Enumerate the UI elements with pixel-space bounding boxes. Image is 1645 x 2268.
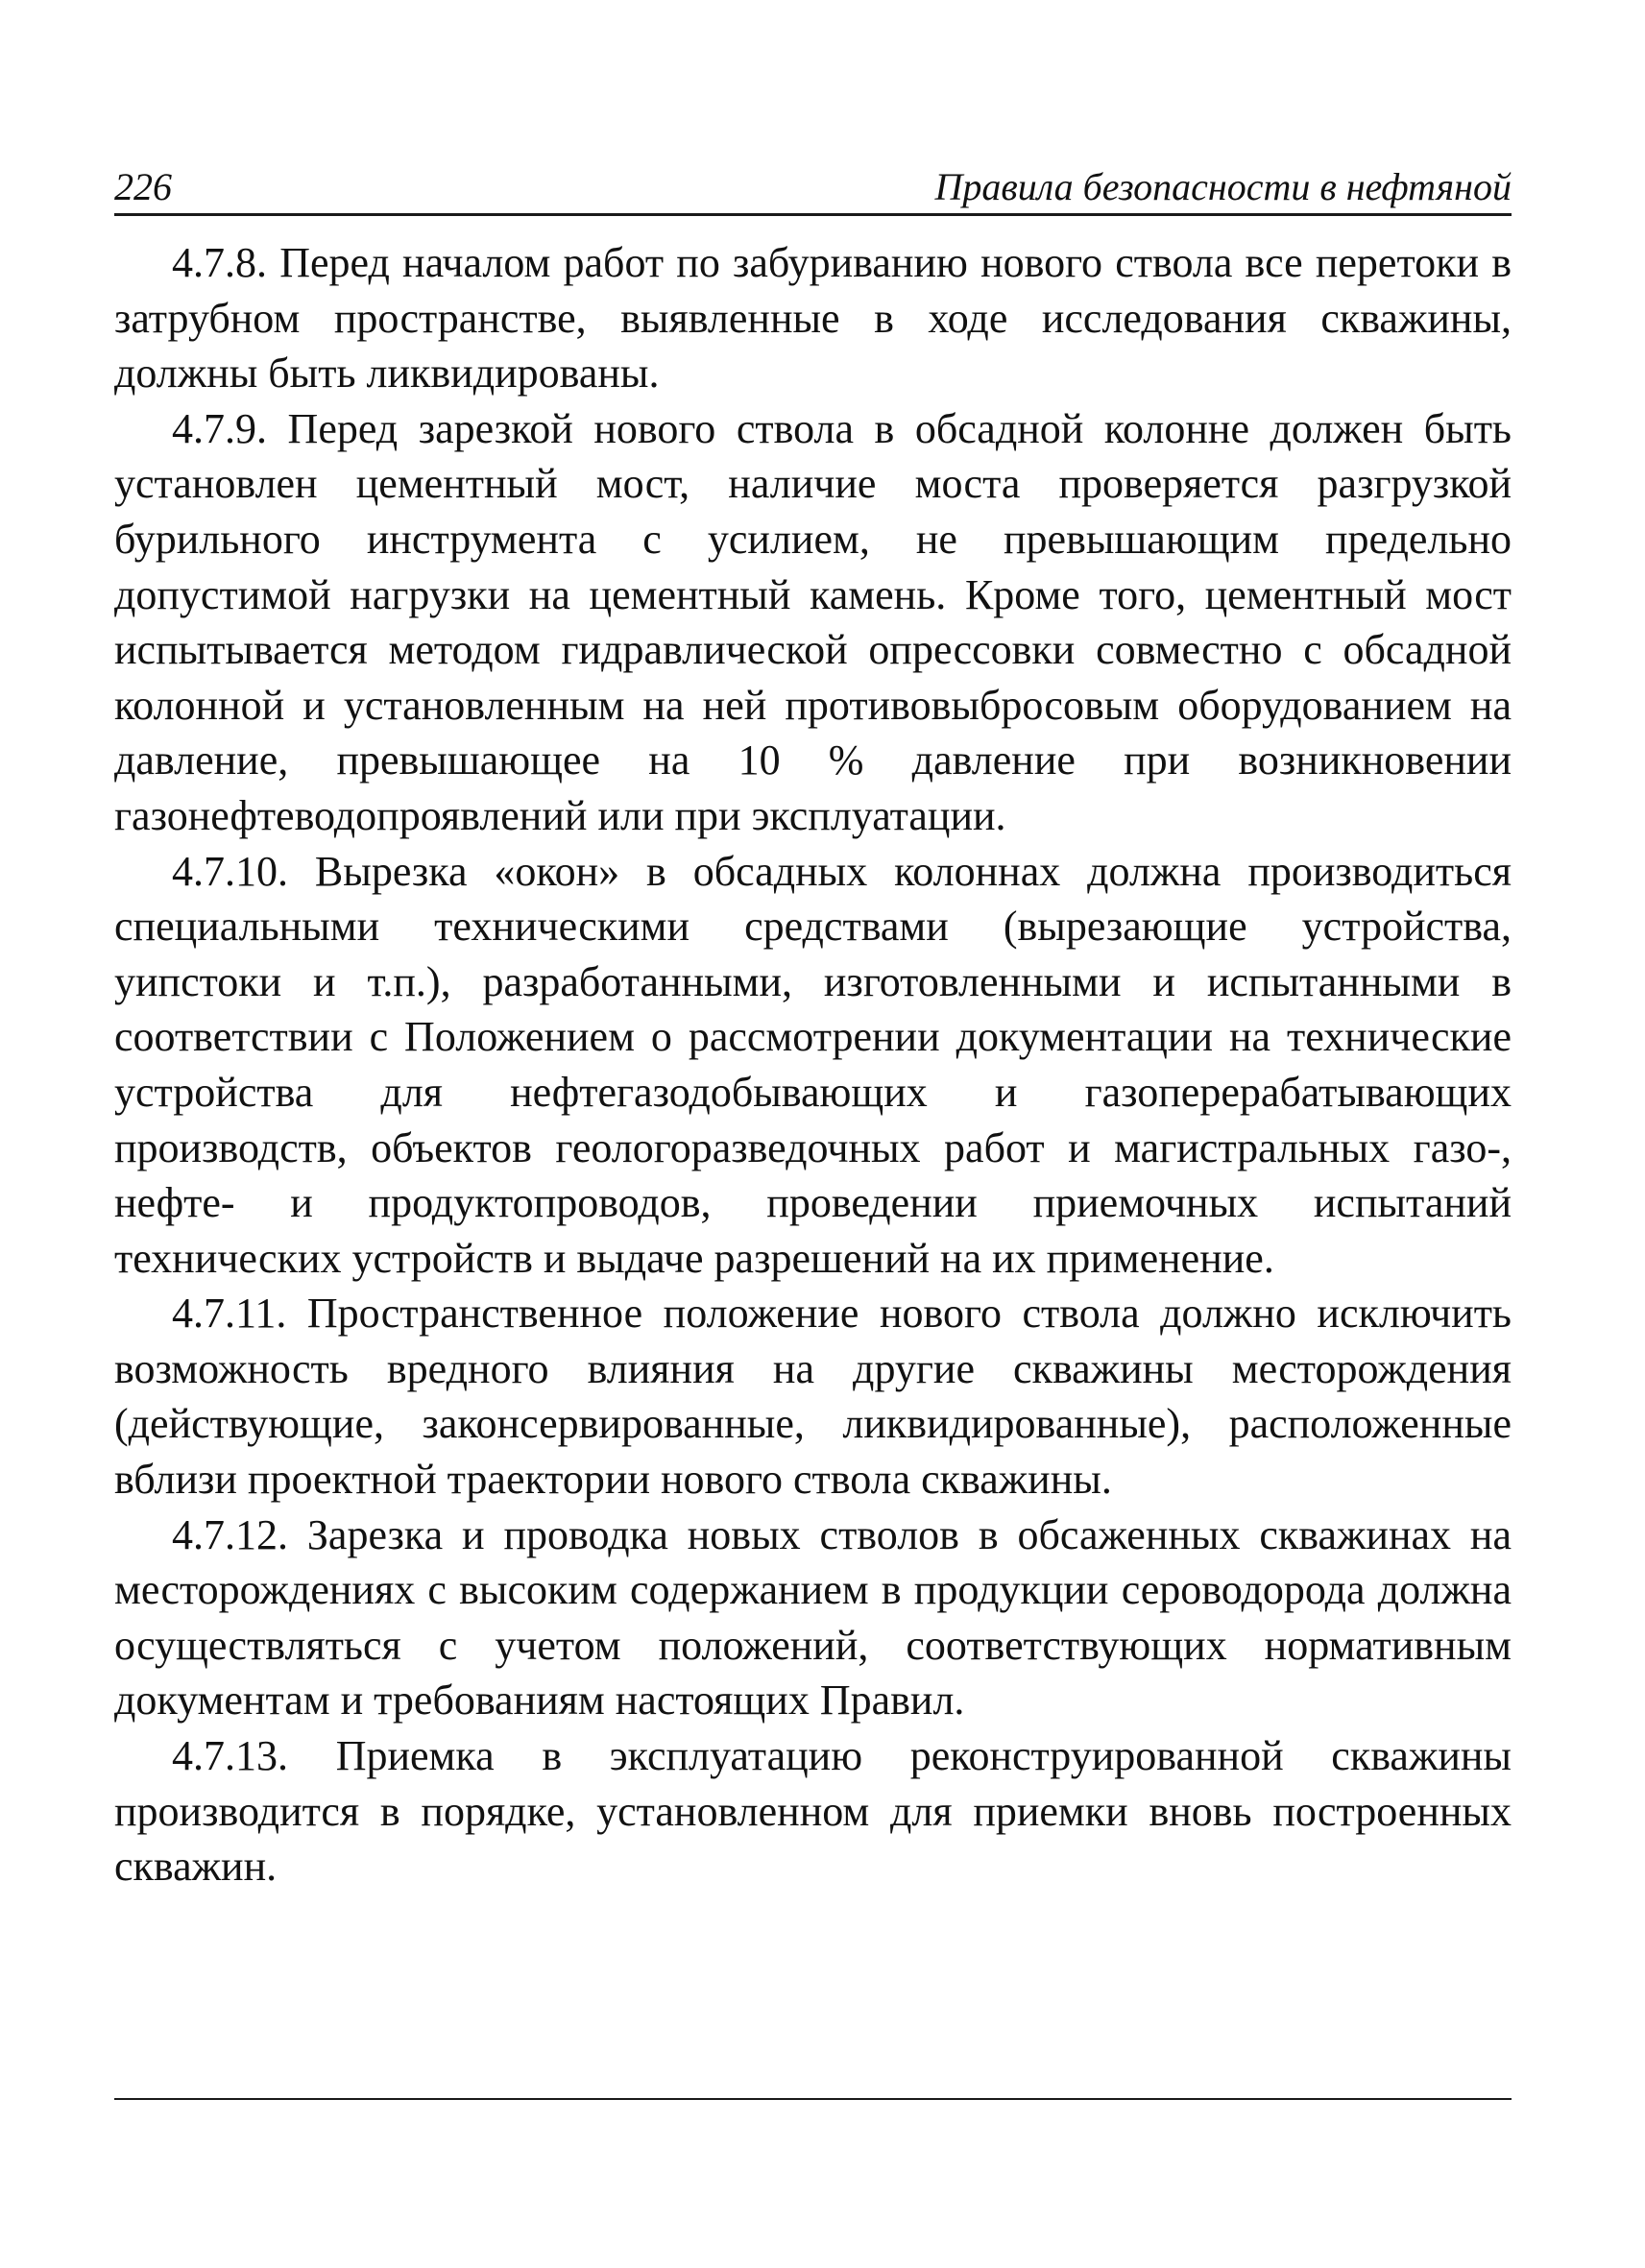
paragraph-4-7-11: 4.7.11. Пространственное положение нового ствола должно исключить возможность вредного влияния на другие скважины месторождения (действующие, законсервированные, ликвидированные), расположенные вблизи проектной траектории нового ствола скважины. bbox=[114, 1290, 1512, 1504]
page-header bbox=[114, 156, 1512, 216]
body-text bbox=[114, 235, 1512, 1894]
paragraph-4-7-8: 4.7.8. Перед началом работ по забуриванию нового ствола все перетоки в затрубном пространстве, выявленные в ходе исследования скважины, должны быть ликвидированы. bbox=[114, 239, 1512, 398]
bottom-rule bbox=[114, 2098, 1512, 2100]
paragraph-4-7-13: 4.7.13. Приемка в эксплуатацию реконструированной скважины производится в порядке, установленном для приемки вновь построенных скважин. bbox=[114, 1732, 1512, 1891]
paragraph-4-7-9: 4.7.9. Перед зарезкой нового ствола в обсадной колонне должен быть установлен цементный мост, наличие моста проверяется разгрузкой бурильного инструмента с усилием, не превышающим предельно допустимой нагрузки на цементный камень. Кроме того, цементный мост испытывается методом гидравлической опрессовки совместно с обсадной колонной и установленным на ней противовыбросовым оборудованием на давление, превышающее на 10 % давление при возникновении газонефтеводопроявлений или при эксплуатации. bbox=[114, 404, 1512, 839]
running-title: Правила безопасности в нефтяной bbox=[934, 165, 1512, 208]
paragraph-4-7-12: 4.7.12. Зарезка и проводка новых стволов в обсаженных скважинах на месторождениях с высоким содержанием в продукции сероводорода должна осуществляться с учетом положений, соответствующих нормативным документам и требованиям настоящих Правил. bbox=[114, 1510, 1512, 1725]
paragraph-4-7-10: 4.7.10. Вырезка «окон» в обсадных колоннах должна производиться специальными техническими средствами (вырезающие устройства, уипстоки и т.п.), разработанными, изготовленными и испытанными в соответствии с Положением о рассмотрении документации на технические устройства для нефтегазодобывающих и газоперерабатывающих производств, объектов геологоразведочных работ и магистральных газо-, нефте- и продуктопроводов, проведении приемочных испытаний технических устройств и выдаче разрешений на их применение. bbox=[114, 847, 1512, 1282]
page-number: 226 bbox=[114, 165, 172, 208]
